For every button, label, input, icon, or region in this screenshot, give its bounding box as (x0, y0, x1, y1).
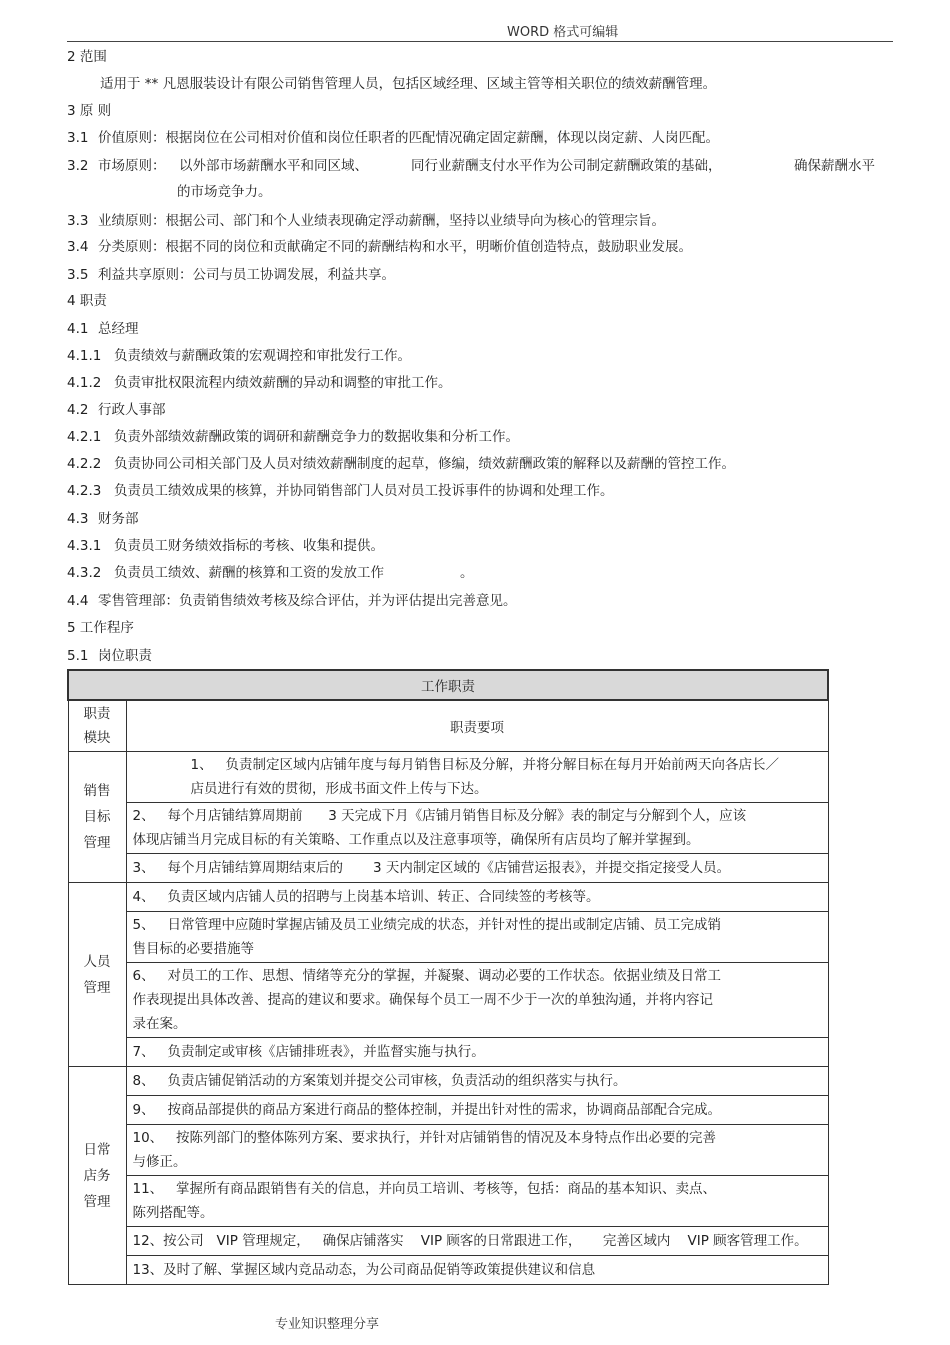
duty-4-2 (67, 400, 166, 420)
section-5-1 (67, 646, 152, 666)
table-row (68, 854, 828, 883)
duty-4-2-3 (67, 481, 614, 501)
section-text: 岗位职责 (98, 648, 152, 664)
duty-item (126, 883, 828, 912)
duty-text: 负责绩效与薪酬政策的宏观调控和审批发行工作。 (114, 348, 411, 364)
principle-text-a: 以外部市场薪酬水平和同区域、 (179, 158, 368, 174)
duty-line: 店员进行有效的贯彻，形成书面文件上传与下达。 (190, 781, 488, 797)
duty-4-2-1 (67, 427, 519, 447)
module-label: 店务 (83, 1167, 111, 1184)
duty-item (126, 854, 828, 883)
principle-text: 分类原则：根据不同的岗位和贡献确定不同的薪酬结构和水平，明晰价值创造特点，鼓励职业发展。 (98, 239, 692, 255)
table-header-row (68, 700, 828, 752)
duty-number: 4.2.3 (67, 483, 102, 499)
section-5-heading: 5 工作程序 (67, 620, 134, 636)
principle-3-4 (67, 237, 692, 257)
duty-text: 负责协同公司相关部门及人员对绩效薪酬制度的起草，修编，绩效薪酬政策的解释以及薪酬的管控工作。 (114, 456, 735, 472)
duty-number: 4.1 (67, 321, 89, 337)
table-row (68, 883, 828, 912)
module-label: 日常 (83, 1141, 111, 1158)
duty-item (126, 1176, 828, 1227)
duty-item (126, 1096, 828, 1125)
principle-3-3 (67, 211, 665, 231)
principle-text-b: 同行业薪酬支付水平作为公司制定薪酬政策的基础， (411, 158, 722, 174)
duty-line: 作表现提出具体改善、提高的建议和要求。确保每个员工一周不少于一次的单独沟通，并将内容记 (132, 992, 713, 1008)
duty-4-1 (67, 319, 139, 339)
duty-text: 零售管理部：负责销售绩效考核及综合评估，并为评估提出完善意见。 (98, 593, 517, 609)
section-3-heading: 3 原 则 (67, 103, 112, 119)
duty-text: 总经理 (98, 321, 139, 337)
duty-period: 。 (460, 565, 474, 581)
duty-4-3-1 (67, 536, 384, 556)
principle-3-1 (67, 128, 719, 148)
table-row (68, 1038, 828, 1067)
page-footer: 专业知识整理分享 (275, 1317, 380, 1332)
table-row (68, 1125, 828, 1176)
duty-line: 10、 按陈列部门的整体陈列方案、要求执行，并针对店铺销售的情况及本身特点作出必要的完善 (132, 1130, 717, 1146)
table-row (68, 1067, 828, 1096)
module-header (68, 700, 126, 752)
duty-line: 售目标的必要措施等 (132, 941, 254, 957)
duty-4-1-1 (67, 346, 411, 366)
duty-number: 4.3.2 (67, 565, 102, 581)
duty-line: 与修正。 (132, 1154, 187, 1170)
duty-line: 2、 每个月店铺结算周期前 3 天完成下月《店铺月销售目标及分解》表的制定与分解到个人，应该 (132, 808, 747, 824)
duty-line: 8、 负责店铺促销活动的方案策划并提交公司审核，负责活动的组织落实与执行。 (132, 1073, 627, 1089)
principle-number: 3.1 (67, 130, 89, 146)
duty-number: 4.1.2 (67, 375, 102, 391)
principle-number: 3.3 (67, 213, 89, 229)
duty-item (126, 912, 828, 963)
duty-items-header: 职责要项 (126, 700, 828, 752)
principle-number: 3.4 (67, 239, 89, 255)
duty-4-2-2 (67, 454, 735, 474)
duty-text: 负责员工财务绩效指标的考核、收集和提供。 (114, 538, 384, 554)
principle-number: 3.5 (67, 267, 89, 283)
duty-item (126, 752, 828, 803)
duty-item (126, 1038, 828, 1067)
table-title-row (68, 670, 828, 700)
duty-item (126, 1256, 828, 1285)
duty-line: 13、及时了解、掌握区域内竞品动态，为公司商品促销等政策提供建议和信息 (132, 1262, 596, 1278)
job-duties-table (67, 669, 829, 1285)
page-header: WORD 格式可编辑 (507, 25, 619, 40)
principle-number: 3.2 (67, 158, 89, 174)
duty-text: 负责员工绩效、薪酬的核算和工资的发放工作 (114, 565, 384, 581)
duty-number: 4.4 (67, 593, 89, 609)
duty-number: 4.2 (67, 402, 89, 418)
duty-line: 9、 按商品部提供的商品方案进行商品的整体控制，并提出针对性的需求，协调商品部配合完成。 (132, 1102, 721, 1118)
duty-line: 1、 负责制定区域内店铺年度与每月销售目标及分解，并将分解目标在每月开始前两天向各店长／ (190, 757, 779, 773)
section-number: 5.1 (67, 648, 89, 664)
duty-text: 负责员工绩效成果的核算，并协同销售部门人员对员工投诉事件的协调和处理工作。 (114, 483, 614, 499)
duty-text: 行政人事部 (98, 402, 166, 418)
duty-4-4 (67, 591, 517, 611)
duty-line: 体现店铺当月完成目标的有关策略、工作重点以及注意事项等，确保所有店员均了解并掌握到。 (132, 832, 700, 848)
section-4-heading: 4 职责 (67, 293, 107, 309)
duty-line: 11、 掌握所有商品跟销售有关的信息，并向员工培训、考核等，包括：商品的基本知识、卖点、 (132, 1181, 717, 1197)
table-row (68, 1176, 828, 1227)
duty-line: 录在案。 (132, 1016, 187, 1032)
duty-item (126, 1227, 828, 1256)
module-label: 人员 (83, 953, 111, 970)
duty-text: 财务部 (98, 511, 139, 527)
duty-line: 3、 每个月店铺结算周期结束后的 3 天内制定区域的《店铺营运报表》，并提交指定接受人员。 (132, 860, 731, 876)
principle-3-2-cont: 的市场竞争力。 (177, 184, 272, 200)
table-row (68, 1096, 828, 1125)
module-cell-sales (68, 752, 126, 883)
scope-text: 适用于 ** 凡恩服装设计有限公司销售管理人员，包括区域经理、区域主管等相关职位的绩效薪酬管理。 (100, 76, 717, 92)
duty-item (126, 803, 828, 854)
principle-3-5 (67, 265, 395, 285)
module-header-line: 模块 (83, 730, 111, 746)
table-row (68, 912, 828, 963)
table-row (68, 752, 828, 803)
duty-4-3-2 (67, 563, 474, 583)
module-label: 目标 (83, 809, 111, 825)
principle-text-c: 确保薪酬水平 (794, 158, 875, 174)
duty-line: 6、 对员工的工作、思想、情绪等充分的掌握，并凝聚、调动必要的工作状态。依据业绩及日常工 (132, 968, 721, 984)
header-divider (67, 41, 893, 42)
duty-line: 5、 日常管理中应随时掌握店铺及员工业绩完成的状态，并针对性的提出或制定店铺、员工完成销 (132, 917, 721, 933)
table-title: 工作职责 (68, 670, 828, 700)
module-label: 管理 (83, 1193, 111, 1210)
duty-line: 陈列搭配等。 (132, 1205, 214, 1221)
duty-number: 4.1.1 (67, 348, 102, 364)
duty-text: 负责外部绩效薪酬政策的调研和薪酬竞争力的数据收集和分析工作。 (114, 429, 519, 445)
principle-text: 利益共享原则：公司与员工协调发展，利益共享。 (98, 267, 395, 283)
principle-3-2 (67, 156, 875, 176)
duty-number: 4.2.2 (67, 456, 102, 472)
module-label: 销售 (83, 783, 111, 799)
table-row (68, 1227, 828, 1256)
module-header-line: 职责 (83, 706, 111, 722)
module-cell-personnel (68, 883, 126, 1067)
principle-text: 价值原则：根据岗位在公司相对价值和岗位任职者的匹配情况确定固定薪酬，体现以岗定薪、人岗匹配。 (98, 130, 719, 146)
table-row (68, 963, 828, 1038)
duty-line: 7、 负责制定或审核《店铺排班表》，并监督实施与执行。 (132, 1044, 485, 1060)
duty-number: 4.2.1 (67, 429, 102, 445)
module-label: 管理 (83, 979, 111, 996)
duty-4-3 (67, 509, 139, 529)
principle-label: 市场原则： (98, 158, 166, 174)
duty-4-1-2 (67, 373, 452, 393)
duty-number: 4.3 (67, 511, 89, 527)
duty-text: 负责审批权限流程内绩效薪酬的异动和调整的审批工作。 (114, 375, 452, 391)
duty-line: 4、 负责区域内店铺人员的招聘与上岗基本培训、转正、合同续签的考核等。 (132, 889, 600, 905)
duty-item (126, 963, 828, 1038)
duty-line: 12、按公司 VIP 管理规定， 确保店铺落实 VIP 顾客的日常跟进工作， 完善区域内 VIP 顾客管理工作。 (132, 1233, 808, 1249)
duty-number: 4.3.1 (67, 538, 102, 554)
module-cell-daily (68, 1067, 126, 1285)
table-row (68, 1256, 828, 1285)
principle-text: 业绩原则：根据公司、部门和个人业绩表现确定浮动薪酬，坚持以业绩导向为核心的管理宗旨。 (98, 213, 665, 229)
table-row (68, 803, 828, 854)
section-2-heading: 2 范围 (67, 49, 107, 65)
duty-item (126, 1067, 828, 1096)
duty-item (126, 1125, 828, 1176)
module-label: 管理 (83, 835, 111, 851)
